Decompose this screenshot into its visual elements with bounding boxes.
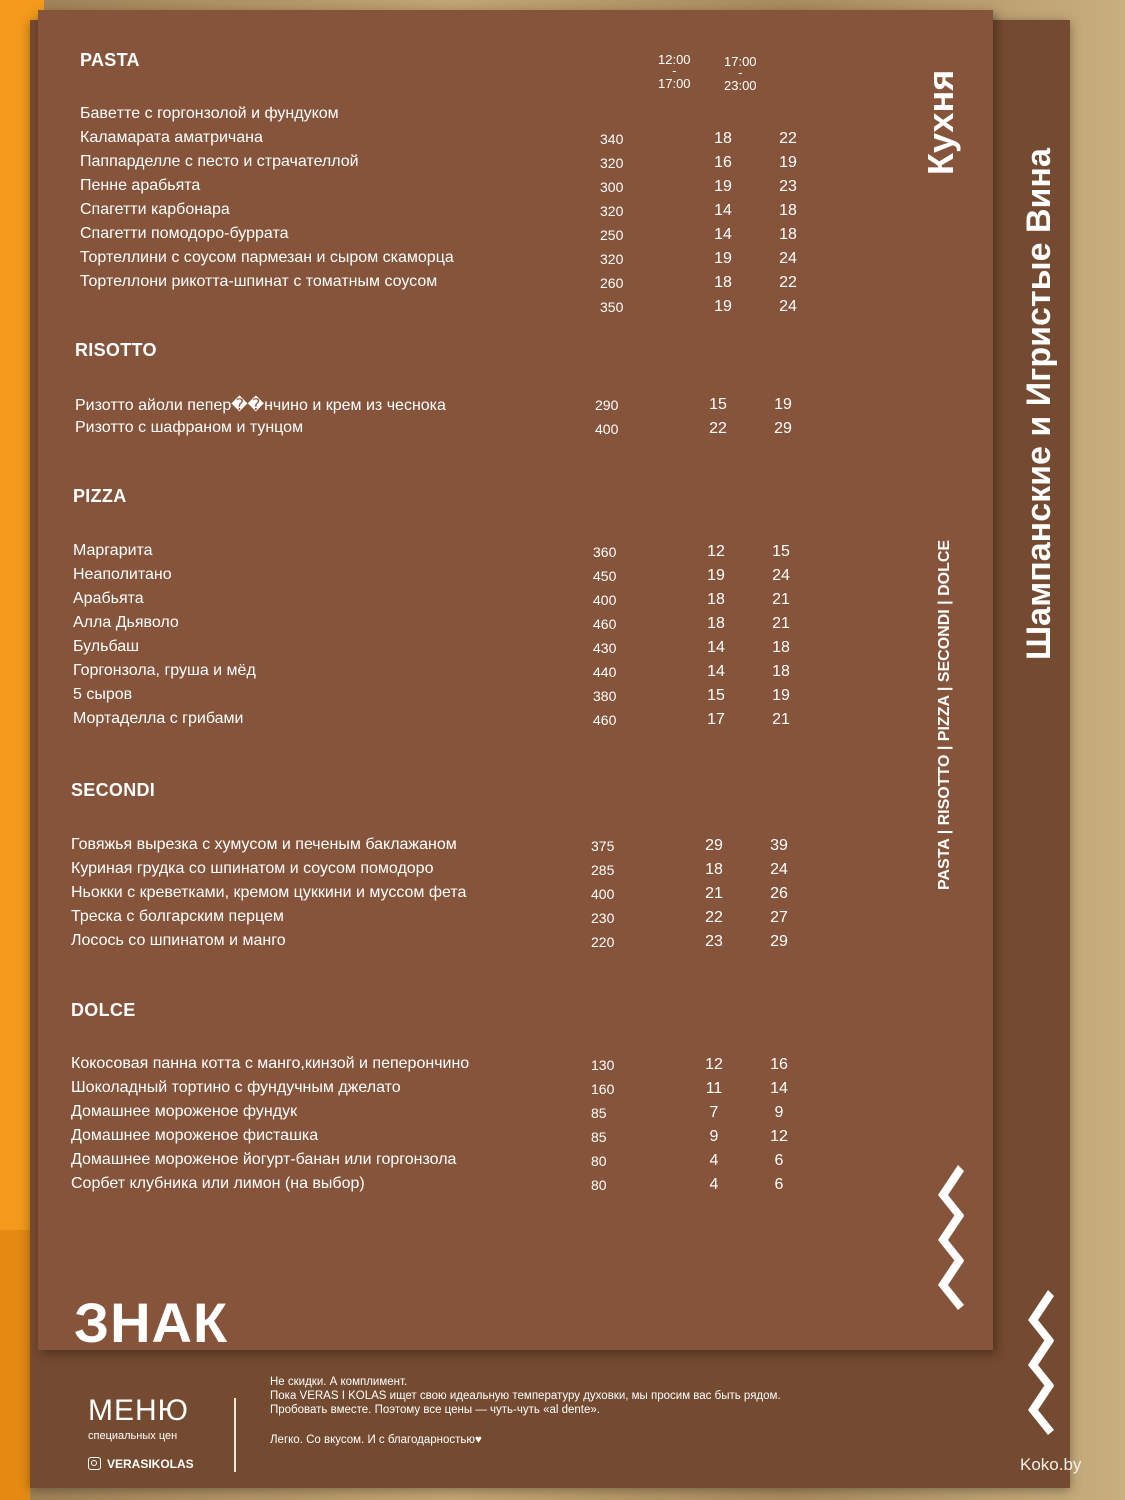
menu-item-p2: 21 — [772, 591, 790, 608]
menu-item-weight: 285 — [591, 862, 615, 878]
menu-item-weight: 130 — [591, 1057, 615, 1073]
menu-item-weight: 300 — [600, 179, 624, 195]
menu-item-weight: 360 — [593, 544, 617, 560]
menu-item-name: Ризотто с шафраном и тунцом — [75, 419, 304, 436]
kitchen-title: Кухня — [920, 69, 961, 175]
menu-item-weight: 350 — [600, 299, 624, 315]
menu-item-name: Спагетти помодоро-буррата — [80, 225, 289, 242]
menu-item-p2: 24 — [779, 298, 797, 315]
footer-note-3: Пробовать вместе. Поэтому все цены — чуть-чуть «al dente». — [270, 1404, 600, 1416]
menu-item-p2: 15 — [772, 543, 790, 560]
menu-item-p2: 29 — [774, 420, 792, 437]
menu-item-p2: 12 — [770, 1128, 788, 1145]
menu-item-p1: 19 — [714, 298, 732, 315]
footer-note-2: Пока VERAS I KOLAS ищет свою идеальную температуру духовки, мы просим вас быть рядом. — [270, 1390, 781, 1402]
menu-item-p2: 19 — [774, 396, 792, 413]
menu-item-p2: 24 — [772, 567, 790, 584]
menu-item-name: Домашнее мороженое фисташка — [71, 1127, 319, 1144]
menu-item — [80, 273, 840, 297]
menu-item — [73, 590, 833, 614]
menu-item — [73, 662, 833, 686]
menu-item-p1: 19 — [707, 567, 725, 584]
menu-item-weight: 460 — [593, 616, 617, 632]
menu-item-weight: 400 — [591, 886, 615, 902]
menu-item — [71, 1151, 831, 1175]
menu-item-p1: 4 — [709, 1176, 719, 1193]
menu-item-name: Неаполитано — [73, 566, 172, 583]
wheat-logo-icon — [918, 1165, 968, 1315]
menu-item-p1: 18 — [707, 591, 725, 608]
menu-item-p2: 18 — [772, 663, 790, 680]
menu-item-p2: 26 — [770, 885, 788, 902]
section-title: DOLCE — [71, 1000, 136, 1020]
menu-item-p1: 19 — [714, 178, 732, 195]
menu-item-weight: 320 — [600, 203, 624, 219]
menu-item-p1: 12 — [705, 1056, 723, 1073]
menu-item-p1: 16 — [714, 154, 732, 171]
menu-item-name: Тортеллини с соусом пармезан и сыром скаморца — [80, 249, 454, 266]
menu-item-p1: 4 — [709, 1152, 719, 1169]
menu-item — [71, 1055, 831, 1079]
menu-item-name: Тортеллони рикотта-шпинат с томатным соусом — [80, 273, 438, 290]
menu-item-weight: 80 — [591, 1177, 607, 1193]
menu-item-p1: 22 — [705, 909, 723, 926]
lunch-hours: 12:00 - 17:00 — [658, 52, 691, 91]
menu-item-p2: 24 — [770, 861, 788, 878]
menu-item — [73, 566, 833, 590]
menu-item-p1: 18 — [707, 615, 725, 632]
menu-item-weight: 400 — [595, 421, 619, 437]
menu-item-weight: 460 — [593, 712, 617, 728]
menu-item-p1: 14 — [707, 639, 725, 656]
menu-item-p1: 18 — [714, 274, 732, 291]
menu-item-name: Домашнее мороженое фундук — [71, 1103, 298, 1120]
menu-item — [73, 542, 833, 566]
menu-item-weight: 320 — [600, 251, 624, 267]
menu-item-weight: 450 — [593, 568, 617, 584]
menu-item-p2: 6 — [774, 1152, 784, 1169]
menu-item-name: Домашнее мороженое йогурт-банан или горгонзола — [71, 1151, 457, 1168]
kitchen-menu-sheet — [38, 10, 993, 1354]
menu-item-name: Сорбет клубника или лимон (на выбор) — [71, 1175, 365, 1192]
menu-item — [80, 105, 840, 129]
menu-item-name: Лосось со шпинатом и манго — [71, 932, 286, 949]
menu-item-p2: 27 — [770, 909, 788, 926]
menu-item-name: 5 сыров — [73, 686, 133, 703]
menu-item-weight: 340 — [600, 131, 624, 147]
menu-item — [73, 638, 833, 662]
watermark: Koko.by — [1020, 1455, 1082, 1474]
menu-item-weight: 220 — [591, 934, 615, 950]
menu-item-p1: 21 — [705, 885, 723, 902]
menu-item-weight: 440 — [593, 664, 617, 680]
menu-item — [71, 908, 831, 932]
menu-item-weight: 85 — [591, 1129, 607, 1145]
menu-item — [80, 225, 840, 249]
menu-item-p1: 14 — [714, 202, 732, 219]
footer-menu-title: МЕНЮ — [88, 1394, 189, 1427]
menu-item-name: Спагетти карбонара — [80, 201, 230, 218]
menu-item — [71, 860, 831, 884]
menu-item — [80, 297, 840, 321]
menu-item-weight: 80 — [591, 1153, 607, 1169]
menu-item-p1: 7 — [709, 1104, 719, 1121]
menu-item-p2: 18 — [779, 202, 797, 219]
instagram-label: VERASIKOLAS — [107, 1457, 194, 1471]
menu-item — [80, 201, 840, 225]
menu-item — [71, 836, 831, 860]
menu-item-name: Куриная грудка со шпинатом и соусом помодоро — [71, 860, 434, 877]
menu-item-p1: 22 — [709, 420, 727, 437]
footer-note-1: Не скидки. А комплимент. — [270, 1376, 408, 1388]
menu-item-weight: 290 — [595, 397, 619, 413]
menu-item — [80, 249, 840, 273]
menu-item — [71, 1103, 831, 1127]
menu-item-name: Алла Дьяволо — [73, 614, 179, 631]
menu-item — [80, 129, 840, 153]
menu-item-p1: 17 — [707, 711, 725, 728]
menu-item-weight: 230 — [591, 910, 615, 926]
section-title: PIZZA — [73, 486, 127, 506]
menu-item-name: Маргарита — [73, 542, 153, 559]
menu-item-weight: 160 — [591, 1081, 615, 1097]
menu-item-p2: 14 — [770, 1080, 788, 1097]
menu-item — [80, 177, 840, 201]
menu-item-weight: 400 — [593, 592, 617, 608]
menu-item-name: Горгонзола, груша и мёд — [73, 662, 256, 679]
menu-item-name: Шоколадный тортино с фундучным джелато — [71, 1079, 401, 1096]
menu-item-p2: 23 — [779, 178, 797, 195]
menu-item-weight: 250 — [600, 227, 624, 243]
menu-item — [71, 932, 831, 956]
menu-item-p2: 18 — [772, 639, 790, 656]
menu-item-p1: 29 — [705, 837, 723, 854]
menu-item-name: Каламарата аматричана — [80, 129, 263, 146]
menu-item-name: Кокосовая панна котта с манго,кинзой и пеперончино — [71, 1055, 470, 1072]
menu-item — [71, 1175, 831, 1199]
menu-item-p1: 11 — [705, 1080, 723, 1097]
menu-item-p1: 18 — [714, 130, 732, 147]
menu-item-p2: 21 — [772, 615, 790, 632]
menu-item-p2: 19 — [772, 687, 790, 704]
menu-item — [71, 1079, 831, 1103]
menu-item-p1: 15 — [709, 396, 727, 413]
menu-item-p2: 29 — [770, 933, 788, 950]
menu-item — [75, 395, 835, 419]
menu-item-p2: 16 — [770, 1056, 788, 1073]
menu-item — [73, 614, 833, 638]
menu-item-p1: 9 — [709, 1128, 719, 1145]
footer-note-4: Легко. Со вкусом. И с благодарностью♥ — [270, 1434, 482, 1446]
menu-item-p1: 14 — [714, 226, 732, 243]
menu-item-p2: 19 — [779, 154, 797, 171]
section-title: RISOTTO — [75, 340, 157, 360]
menu-item-name: Пенне арабьята — [80, 177, 201, 194]
menu-item-p1: 14 — [707, 663, 725, 680]
brand-logo: ЗНАК — [74, 1291, 229, 1354]
menu-item-p2: 22 — [779, 130, 797, 147]
menu-item-name: Ньокки с креветками, кремом цуккини и муссом фета — [71, 884, 467, 901]
menu-item-p1: 23 — [705, 933, 723, 950]
menu-item — [71, 884, 831, 908]
footer-divider — [234, 1398, 236, 1472]
menu-item-name: Бульбаш — [73, 638, 139, 655]
menu-item-p2: 21 — [772, 711, 790, 728]
menu-item-weight: 320 — [600, 155, 624, 171]
section-title: SECONDI — [71, 780, 156, 800]
menu-item-p1: 19 — [714, 250, 732, 267]
menu-item — [75, 419, 835, 443]
menu-item-p2: 39 — [770, 837, 788, 854]
menu-item — [73, 710, 833, 734]
menu-item-p1: 12 — [707, 543, 725, 560]
menu-item-weight: 430 — [593, 640, 617, 656]
menu-item-p2: 6 — [774, 1176, 784, 1193]
menu-item-weight: 375 — [591, 838, 615, 854]
menu-item-p1: 18 — [705, 861, 723, 878]
menu-item-p2: 22 — [779, 274, 797, 291]
menu-item-name: Ризотто айоли пепер��нчино и крем из чеснока — [75, 397, 446, 414]
menu-item-p2: 9 — [774, 1104, 784, 1121]
instagram-icon — [88, 1457, 101, 1470]
footer-subtitle: специальных цен — [88, 1430, 178, 1442]
menu-item-p2: 24 — [779, 250, 797, 267]
wine-section-title: Шампанские и Игристые Вина — [1020, 148, 1058, 660]
instagram-handle[interactable] — [88, 1457, 194, 1471]
menu-item-name: Говяжья вырезка с хумусом и печеным баклажаном — [71, 836, 457, 853]
menu-item-weight: 380 — [593, 688, 617, 704]
menu-item — [73, 686, 833, 710]
menu-item-name: Треска с болгарским перцем — [71, 908, 284, 925]
menu-item — [80, 153, 840, 177]
menu-item-p2: 18 — [779, 226, 797, 243]
section-title: PASTA — [80, 50, 140, 70]
menu-item-weight: 260 — [600, 275, 624, 291]
wheat-logo-icon — [1010, 1290, 1060, 1440]
menu-item-name: Бавeтте с горгонзолой и фундуком — [80, 105, 339, 122]
menu-item-p1: 15 — [707, 687, 725, 704]
menu-item-weight: 85 — [591, 1105, 607, 1121]
menu-item-name: Мортаделла с грибами — [73, 710, 244, 727]
menu-item — [71, 1127, 831, 1151]
menu-item-name: Паппарделле с песто и страчателлой — [80, 153, 359, 170]
category-list: PASTA | RISOTTO | PIZZA | SECONDI | DOLCE — [936, 539, 953, 890]
dinner-hours: 17:00 - 23:00 — [724, 54, 757, 93]
menu-item-name: Арабьята — [73, 590, 144, 607]
